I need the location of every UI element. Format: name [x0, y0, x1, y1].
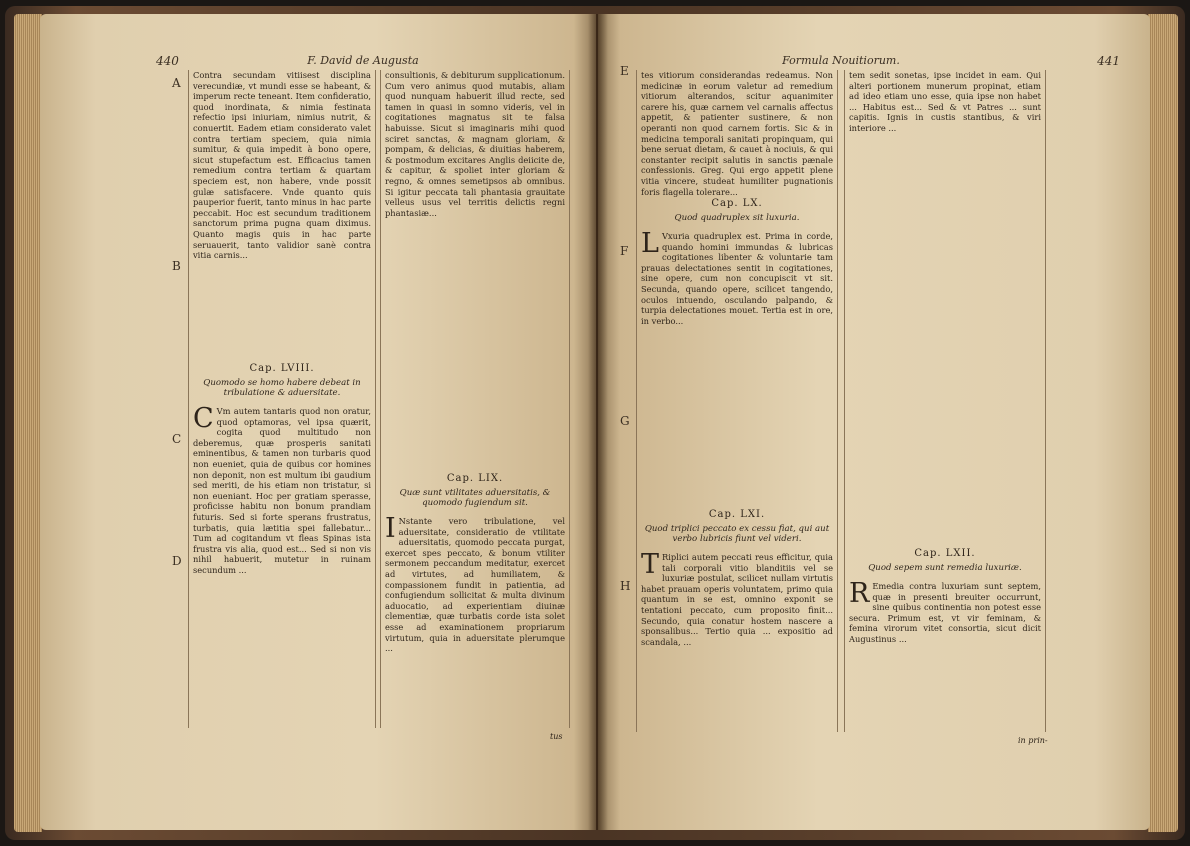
right-col1-text-bottom [637, 549, 837, 712]
chapter-rubric-59: Quæ sunt vtilitates aduersitatis, & quomodo fugiendum sit. [399, 488, 551, 508]
drop-cap-r: R [849, 578, 870, 609]
right-column-1 [636, 70, 838, 732]
left-running-head: F. David de Augusta [307, 54, 419, 67]
left-column-1 [188, 70, 376, 728]
chapter-rubric-61: Quod triplici peccato ex cessu fiat, qui aut verbo lubricis fiunt vel videri. [644, 524, 830, 544]
drop-cap-t: T [641, 549, 660, 580]
chapter-heading-59: Cap. LIX. [446, 473, 504, 484]
left-col2-body: Nstante vero tribulatione, vel aduersitate, consideratio de vtilitate aduersitatis, quomodo peccata purgat, exercet spes peccato, & bonum vtiliter sermonem peccandum meditatur, exercet ad virtutes, ad humiliatem, & compassionem fundit in patientia, ad confugiendum sollicitat & multa divinum aduocatio, ad experientiam diuinæ clementiæ, quæ turbatis corde ista solet esse ad examinationem propriarum virtutum, quia in aduersitate plerumque ... [385, 516, 565, 654]
right-header [622, 54, 1120, 70]
left-header [156, 54, 566, 70]
left-column-2 [380, 70, 570, 728]
left-page-edges [14, 14, 42, 832]
right-col1-body: Vxuria quadruplex est. Prima in corde, quando homini immundas & lubricas cogitationes libenter & voluntarie tam prauas delectationes sentit in cogitationes, sine opere, cum non concupiscit vt sit. Secunda, quando opere, scilicet tangendo, oculos intuendo, osculando palpando, & turpia delectationes mouet. Tertia est in ore, in verbo... [641, 231, 833, 326]
right-catchword: in prin- [1018, 736, 1048, 745]
margin-letter-c: C [172, 432, 182, 446]
right-col1-text-top: tes vitiorum considerandas redeamus. Non medicinæ in eorum valetur ad remedium vitiorum alterandos, scitur aquanimiter carere his, quæ carnem vel carnalis affectus appetit, & patienter sustinere, & non operanti non quod carnem fortis. Sic & in medicina temporali sanitati propinquam, qui bene seruat dietam, & cauet à nociuis, & qui constanter recipit salutis in sanctis pænale confessionis. Greg. Qui ergo appetit plene vitia vincere, studeat humiliter pugnationis foris flagella tolerare... [641, 70, 833, 197]
chapter-heading-62: Cap. LXII. [914, 548, 976, 559]
chapter-heading-60: Cap. LX. [711, 198, 763, 209]
right-page [598, 14, 1150, 830]
margin-letter-h: H [620, 579, 631, 593]
left-col1-text-bottom [189, 403, 375, 706]
drop-cap-i: I [385, 513, 396, 544]
left-col1-text-top: Contra secundam vitiisest disciplina verecundiæ, vt mundi esse se habeant, & imperum recte teneant. Item confideratio, quod inordinata, & nimia festinata refectio ipsi iniuriam, nimius nutrit, & conuertit. Eadem etiam considerato valet contra tertiam speciem, quia nimia sumitur, & quia impedit à bono opere, sicut stupefactum est. Efficacius tamen remedium contra tertiam & quartam speciem est, non habere, vnde possit gulæ satisfacere. Vnde quanto quis pauperior fuerit, tanto minus in hac parte peccabit. Hoc est secundum traditionem sanctorum prima pugna quam diximus. Quanto magis quis in hac parte seruauerit, tanto validior sanè contra vitia carnis... [193, 70, 371, 261]
chapter-heading-61: Cap. LXI. [708, 509, 766, 520]
right-col2-text-bottom [845, 578, 1045, 731]
chapter-rubric-58: Quomodo se homo habere debeat in tribulatione & aduersitate. [203, 378, 361, 398]
right-running-head: Formula Nouitiorum. [782, 54, 900, 67]
margin-letter-f: F [620, 244, 629, 258]
margin-letter-d: D [172, 554, 182, 568]
chapter-rubric-62: Quod sepem sunt remedia luxuriæ. [868, 563, 1022, 573]
drop-cap-l: L [641, 228, 659, 259]
gutter-shadow [588, 14, 608, 830]
left-catchword: tus [550, 732, 563, 741]
right-col2-text-top: tem sedit sonetas, ipse incidet in eam. Qui alteri portionem munerum propinat, etiam ad ideo etiam uno esse, quia ipse non habet ... Habitus est... Sed & vt Patres ... sunt capitis. Ignis in custis stantibus, & viri interiore ... [849, 70, 1041, 133]
margin-letter-g: G [620, 414, 630, 428]
right-col1-body-2: Riplici autem peccati reus efficitur, quia tali corporali vitio blanditiis vel se luxuriæ postulat, scilicet nullam virtutis habet prauam operis voluntatem, primo quia quantum in se est, omnino exponit se tentationi peccato, cum proposito finit... Secundo, quia conatur hostem nascere a sponsalibus... Tertio quia ... expositio ad scandala, ... [641, 552, 833, 647]
right-page-number: 441 [1097, 54, 1120, 68]
left-col2-text-bottom [381, 513, 569, 716]
right-page-edges [1148, 14, 1178, 832]
chapter-heading-58: Cap. LVIII. [249, 363, 315, 374]
drop-cap-c: C [193, 403, 214, 434]
right-column-2 [844, 70, 1046, 732]
left-col1-body: Vm autem tantaris quod non oratur, quod optamoras, vel ipsa quærit, cogita quod multitudo non deberemus, quæ prosperis sanitati eminentibus, & tamen non turbaris quod non eueniet, quia de quibus cor homines non deponit, non est multum ibi gaudium sed meriti, de his etiam non tristatur, si non eueniant. Hoc per gratiam sperasse, proficisse habitu non bonum prandiam futuris. Sed si forte sperans frustratus, turbatis, quia lætitia spei fallebatur... Tum ad cogitandum vt fleas Spinas ista frustra vis alia, quod est... Sed si non vis nihil habuerit, mutetur in ruinam secundum ... [193, 406, 371, 575]
margin-letter-e: E [620, 64, 629, 78]
left-page-number: 440 [156, 54, 179, 68]
right-col2-body: Emedia contra luxuriam sunt septem, quæ in presenti breuiter occurrunt, sine quibus continentia non potest esse secura. Primum est, vt vir feminam, & femina virorum vitet consortia, sicut dicit Augustinus ... [849, 581, 1041, 644]
right-col1-text-middle [637, 228, 837, 501]
margin-letter-a: A [172, 76, 181, 90]
left-page [40, 14, 596, 830]
left-col2-text-top: consultionis, & debiturum supplicationum. Cum vero animus quod mutabis, aliam quod nunquam habuerit illud recte, sed tamen in quasi in somno videris, vel in cogitationes magnatus sit te falsa habuisse. Sicut si imaginaris mihi quod sciret sanctas, & magnam gloriam, & pompam, & delicias, & diuitias haberem, & postmodum excitares Anglis deiicite de, & capitur, & spoliet inter gloriam & regno, & omnes semetipsos ab omnibus. Si igitur peccata tali phantasia grauitate velleus usus vel territis delictis regni phantasiæ... [385, 70, 565, 218]
margin-letter-b: B [172, 259, 181, 273]
chapter-rubric-60: Quod quadruplex sit luxuria. [674, 213, 800, 223]
